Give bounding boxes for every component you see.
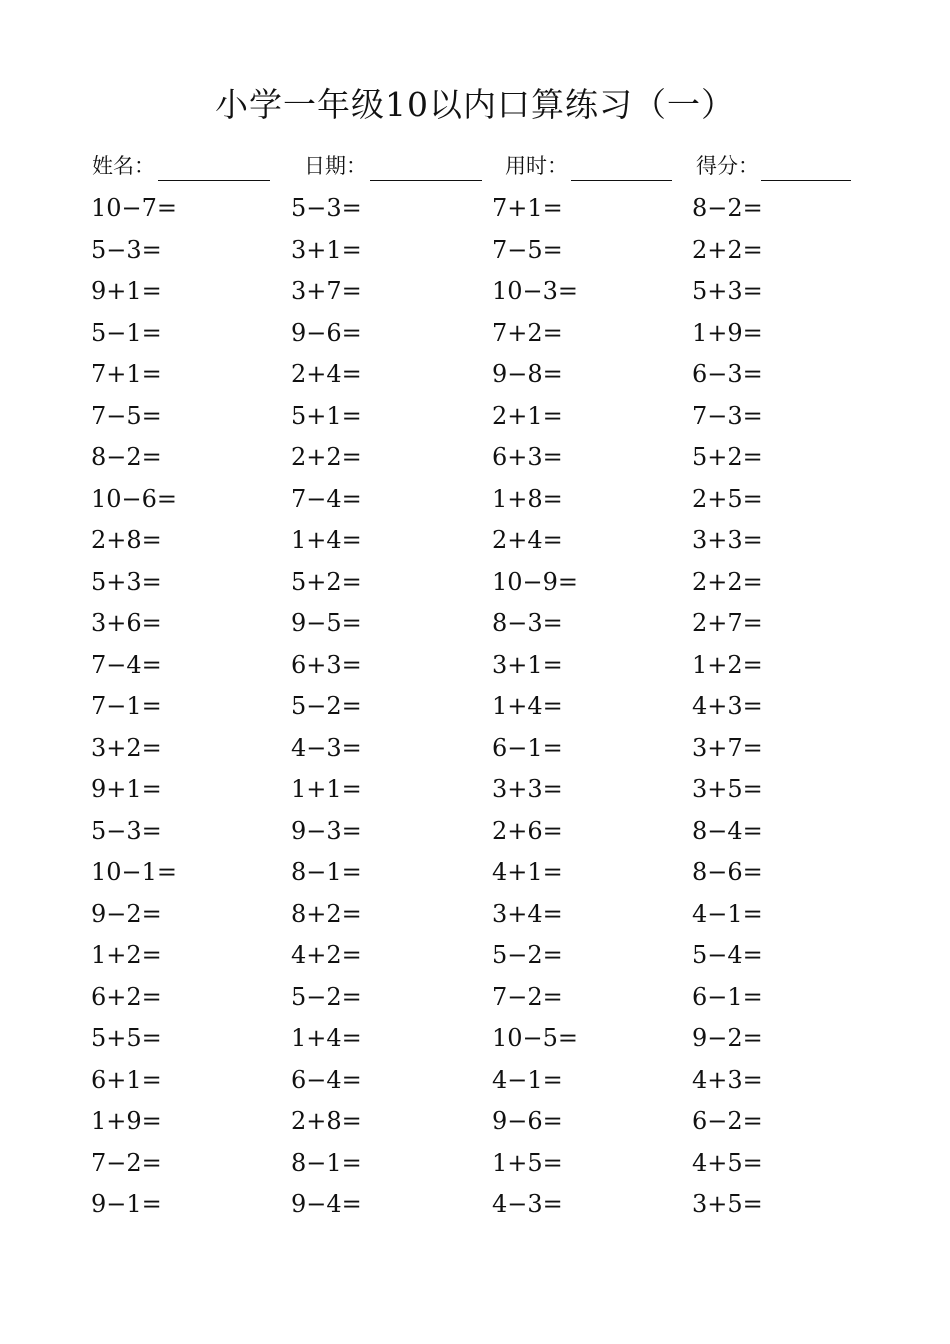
math-problem: 3+4= [492,899,563,928]
math-problem: 4−3= [492,1190,563,1218]
math-problem: 7−2= [492,982,563,1011]
problem-column-2 [291,188,491,1226]
math-problem: 1+4= [492,692,563,720]
math-problem: 5−3= [291,194,362,222]
math-problem: 4+2= [291,941,362,969]
math-problem: 2+4= [492,526,563,554]
math-problem: 1+5= [492,1148,563,1177]
math-problem: 10−3= [492,277,579,305]
math-problem: 4+1= [492,858,563,886]
math-problem: 4−1= [692,899,763,928]
math-problem: 5−2= [291,982,362,1011]
math-problem: 9−2= [91,899,162,928]
math-problem: 1+2= [692,650,763,679]
problem-column-3 [492,188,692,1226]
math-problem: 6−1= [492,733,563,762]
math-problem: 9−5= [291,609,362,637]
math-problem: 4+3= [692,692,763,720]
date-field [304,150,367,182]
math-problem: 9−8= [492,360,563,388]
math-problem: 6−2= [692,1107,763,1135]
math-problem: 2+2= [291,443,362,471]
math-problem: 6+3= [291,650,362,679]
math-problem: 9−1= [91,1190,162,1218]
math-problem: 7−5= [91,401,162,430]
score-field [696,150,759,182]
math-problem: 9−4= [291,1190,362,1218]
math-problem: 5−1= [91,318,162,347]
math-problem: 3+7= [291,277,362,305]
math-problem: 5+3= [91,567,162,596]
math-problem: 6+2= [91,982,162,1011]
math-problem: 9−6= [291,318,362,347]
math-problem: 3+5= [692,775,763,803]
math-problem: 6−4= [291,1065,362,1094]
math-problem: 8−1= [291,858,362,886]
name-blank-line[interactable] [158,180,270,181]
math-problem: 5+5= [91,1024,162,1052]
math-problem: 5+2= [291,567,362,596]
score-label: 得分： [696,154,759,178]
math-problem: 10−6= [91,484,178,513]
math-problem: 7+2= [492,318,563,347]
name-label: 姓名： [92,154,155,178]
math-problem: 9+1= [91,775,162,803]
problem-column-4 [692,188,892,1226]
math-problem: 8−3= [492,609,563,637]
math-problem: 8−1= [291,1148,362,1177]
math-problem: 10−7= [91,194,178,222]
math-problem: 6−1= [692,982,763,1011]
date-blank-line[interactable] [370,180,482,181]
page-title: 小学一年级10以内口算练习（一） [215,85,735,124]
math-problem: 3+3= [492,775,563,803]
math-problem: 7−4= [91,650,162,679]
math-problem: 4−3= [291,733,362,762]
math-problem: 5+3= [692,277,763,305]
student-info-row [0,150,950,184]
math-problem: 2+8= [91,526,162,554]
math-problem: 8+2= [291,899,362,928]
math-problem: 5−2= [492,941,563,969]
math-problem: 5−4= [692,941,763,969]
math-problem: 4−1= [492,1065,563,1094]
math-problem: 5−3= [91,816,162,845]
math-problem: 2+5= [692,484,763,513]
math-problem: 1+1= [291,775,362,803]
math-problem: 8−4= [692,816,763,845]
math-problem: 2+2= [692,235,763,264]
math-problem: 4+5= [692,1148,763,1177]
math-problem: 10−5= [492,1024,579,1052]
math-problem: 2+6= [492,816,563,845]
math-problem: 3+1= [291,235,362,264]
math-problem: 3+2= [91,733,162,762]
math-problem: 3+1= [492,650,563,679]
math-problem: 7−5= [492,235,563,264]
math-problem: 4+3= [692,1065,763,1094]
math-problem: 9−3= [291,816,362,845]
math-problem: 7−2= [91,1148,162,1177]
math-problem: 5−2= [291,692,362,720]
math-problem: 2+4= [291,360,362,388]
math-problem: 8−2= [91,443,162,471]
problem-column-1 [91,188,291,1226]
math-problem: 8−2= [692,194,763,222]
math-problem: 1+4= [291,526,362,554]
math-problem: 2+1= [492,401,563,430]
math-problem: 1+2= [91,941,162,969]
math-problem: 10−9= [492,567,579,596]
math-problem: 7+1= [492,194,563,222]
math-problem: 6+3= [492,443,563,471]
math-problem: 5+1= [291,401,362,430]
math-problem: 6+1= [91,1065,162,1094]
time-blank-line[interactable] [571,180,672,181]
math-problem: 3+7= [692,733,763,762]
math-problem: 1+8= [492,484,563,513]
math-problem: 3+6= [91,609,162,637]
date-label: 日期： [304,154,367,178]
math-problem: 10−1= [91,858,178,886]
math-problem: 2+8= [291,1107,362,1135]
time-field [505,150,568,182]
name-field [92,150,155,182]
math-problem: 6−3= [692,360,763,388]
math-problem: 7−3= [692,401,763,430]
math-problem: 2+7= [692,609,763,637]
math-problem: 5−3= [91,235,162,264]
score-blank-line[interactable] [761,180,851,181]
math-problem: 9−2= [692,1024,763,1052]
math-problem: 7+1= [91,360,162,388]
math-problem: 3+3= [692,526,763,554]
time-label: 用时： [505,154,568,178]
math-problem: 9−6= [492,1107,563,1135]
math-problem: 7−4= [291,484,362,513]
math-problem: 3+5= [692,1190,763,1218]
math-problem: 1+9= [91,1107,162,1135]
math-problem: 1+4= [291,1024,362,1052]
math-problem: 8−6= [692,858,763,886]
math-problem: 5+2= [692,443,763,471]
math-problem: 2+2= [692,567,763,596]
math-problem: 1+9= [692,318,763,347]
math-problem: 7−1= [91,692,162,720]
math-problem: 9+1= [91,277,162,305]
